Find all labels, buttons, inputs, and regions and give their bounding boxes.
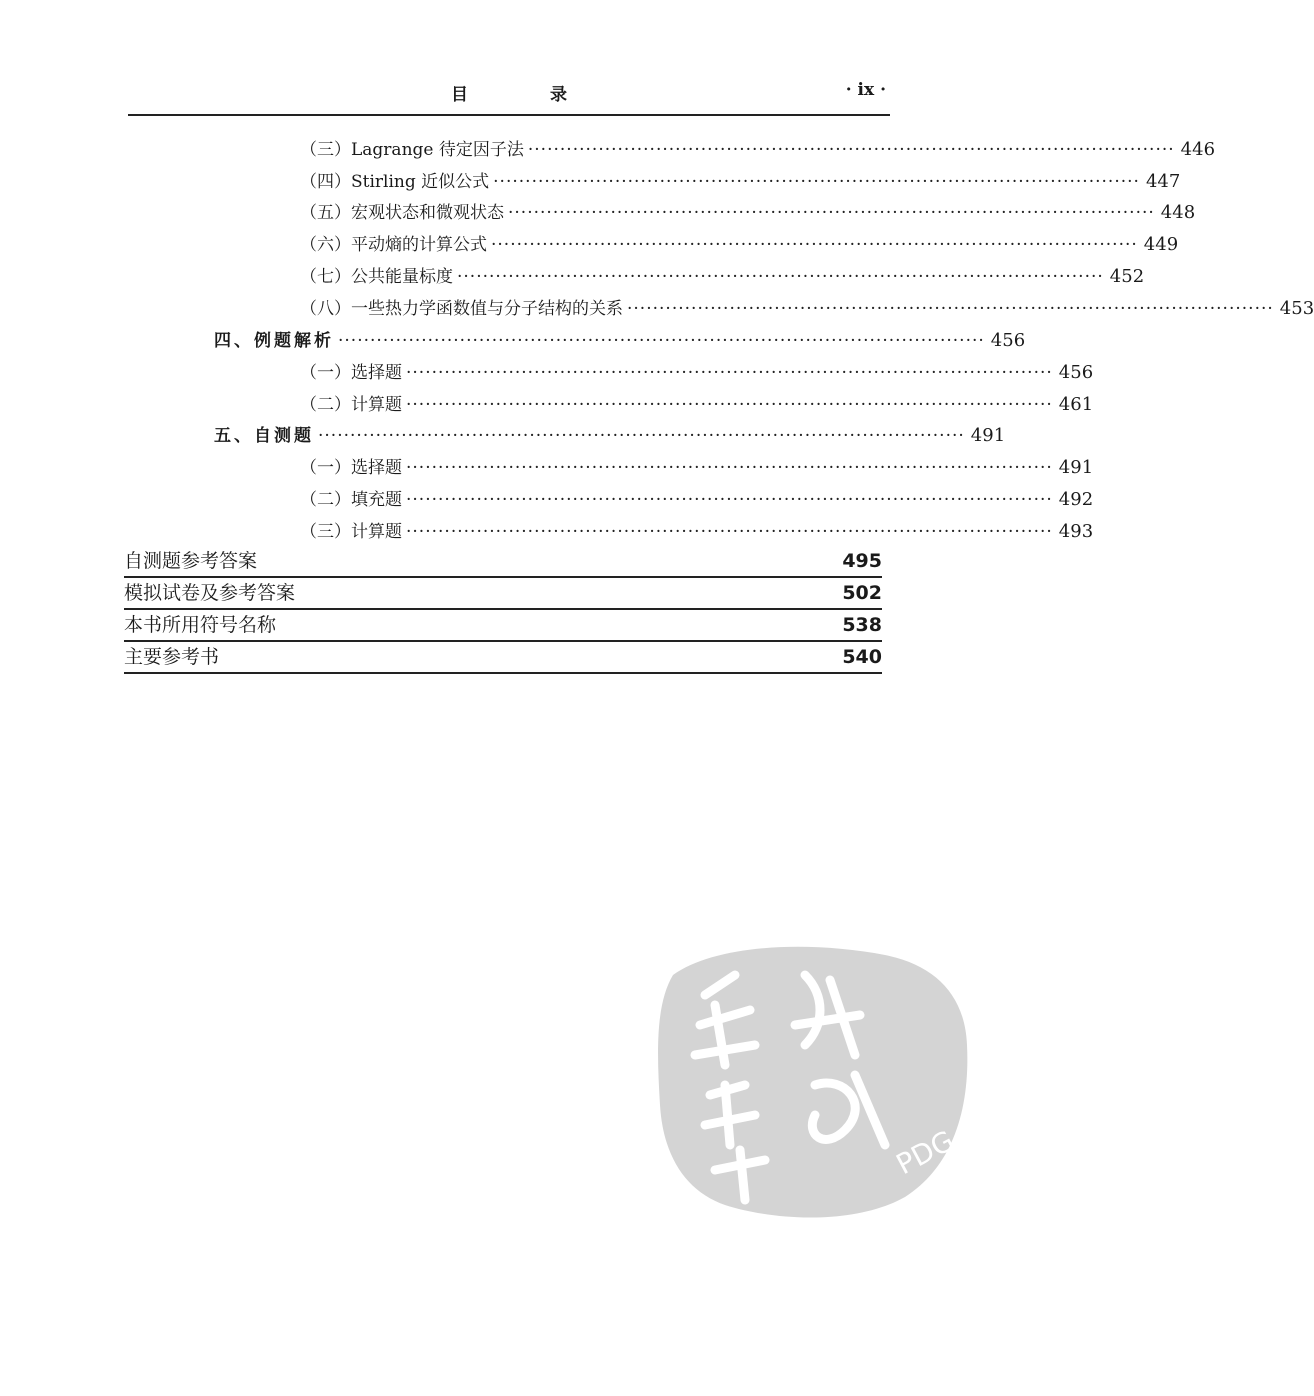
- toc-chapter[interactable]: [124, 548, 882, 578]
- toc-entry-page: 492: [1058, 489, 1094, 510]
- toc-entry-page: 456: [990, 330, 1026, 351]
- toc-entry-label: （一）选择题: [300, 363, 402, 383]
- toc-chapter-page: 495: [842, 550, 882, 572]
- toc-section-label: 四、例题解析: [214, 331, 334, 351]
- toc-entry[interactable]: [300, 199, 1196, 227]
- toc-entry-label: （三）Lagrange 待定因子法: [300, 140, 524, 160]
- toc-entry-page: 461: [1058, 394, 1094, 415]
- toc-entry[interactable]: [300, 391, 1094, 419]
- toc-chapter-label: 自测题参考答案: [124, 550, 258, 572]
- toc-entry[interactable]: [300, 168, 1181, 196]
- toc-entry-page: 448: [1160, 202, 1196, 223]
- toc-entry-page: 452: [1109, 266, 1145, 287]
- toc-chapter-label: 模拟试卷及参考答案: [124, 582, 296, 604]
- toc-entry-label: （二）计算题: [300, 395, 402, 415]
- toc-entry-label: （七）公共能量标度: [300, 267, 453, 287]
- dot-leader: ·····································································································: [406, 363, 1053, 383]
- dot-leader: ·····································································································: [527, 140, 1175, 160]
- toc-entry-page: 449: [1143, 234, 1179, 255]
- dot-leader: ·····································································································: [318, 426, 965, 446]
- toc-entry[interactable]: [300, 295, 1314, 323]
- toc-entry[interactable]: [300, 359, 1094, 387]
- toc-entry[interactable]: [300, 231, 1179, 259]
- dot-leader: ·····································································································: [406, 395, 1053, 415]
- dot-leader: ·····································································································: [338, 331, 985, 351]
- dot-leader: ·····································································································: [457, 267, 1104, 287]
- toc-entry-page: 447: [1145, 171, 1181, 192]
- toc-entry-page: 456: [1058, 362, 1094, 383]
- toc-entry-label: （二）填充题: [300, 490, 402, 510]
- toc-entry-label: （三）计算题: [300, 522, 402, 542]
- toc-chapter-page: 540: [842, 646, 882, 668]
- toc-section-label: 五、自测题: [214, 426, 314, 446]
- dot-leader: ·····································································································: [491, 235, 1138, 255]
- toc-entry-label: （六）平动熵的计算公式: [300, 235, 487, 255]
- toc-entry[interactable]: [300, 263, 1145, 291]
- toc-chapter-label: 本书所用符号名称: [124, 614, 277, 636]
- toc-entry-label: （八）一些热力学函数值与分子结构的关系: [300, 299, 623, 319]
- toc-chapter-page: 502: [842, 582, 882, 604]
- toc-entry-label: （五）宏观状态和微观状态: [300, 203, 504, 223]
- toc-chapter[interactable]: [124, 580, 882, 610]
- page-title: 目 录: [451, 85, 605, 105]
- dot-leader: ·····································································································: [406, 490, 1053, 510]
- toc-entry-label: （一）选择题: [300, 458, 402, 478]
- dot-leader: ·····································································································: [406, 522, 1053, 542]
- dot-leader: ·····································································································: [493, 172, 1140, 192]
- toc-entry-page: 491: [1058, 457, 1094, 478]
- dot-leader: ·····································································································: [627, 299, 1274, 319]
- dot-leader: ·····································································································: [508, 203, 1155, 223]
- toc-entry[interactable]: [300, 454, 1094, 482]
- toc-section[interactable]: [214, 327, 1026, 355]
- toc-section[interactable]: [214, 422, 1006, 450]
- toc-chapter-page: 538: [842, 614, 882, 636]
- toc-entry-page: 491: [970, 425, 1006, 446]
- dot-leader: ·····································································································: [406, 458, 1053, 478]
- toc-chapter[interactable]: [124, 612, 882, 642]
- toc-entry-label: （四）Stirling 近似公式: [300, 172, 490, 192]
- toc-chapter[interactable]: [124, 644, 882, 674]
- toc-entry[interactable]: [300, 486, 1094, 514]
- page-header: [128, 78, 890, 116]
- watermark-seal-icon: [655, 935, 975, 1225]
- watermark-text: PDG: [890, 1123, 960, 1182]
- toc-entry-page: 446: [1180, 139, 1216, 160]
- toc-chapter-label: 主要参考书: [124, 646, 220, 668]
- toc-entry[interactable]: [300, 518, 1094, 546]
- page-number-marker: · ix ·: [845, 80, 886, 100]
- toc-entry[interactable]: [300, 136, 1216, 164]
- toc-entry-page: 493: [1058, 521, 1094, 542]
- toc-entry-page: 453: [1279, 298, 1314, 319]
